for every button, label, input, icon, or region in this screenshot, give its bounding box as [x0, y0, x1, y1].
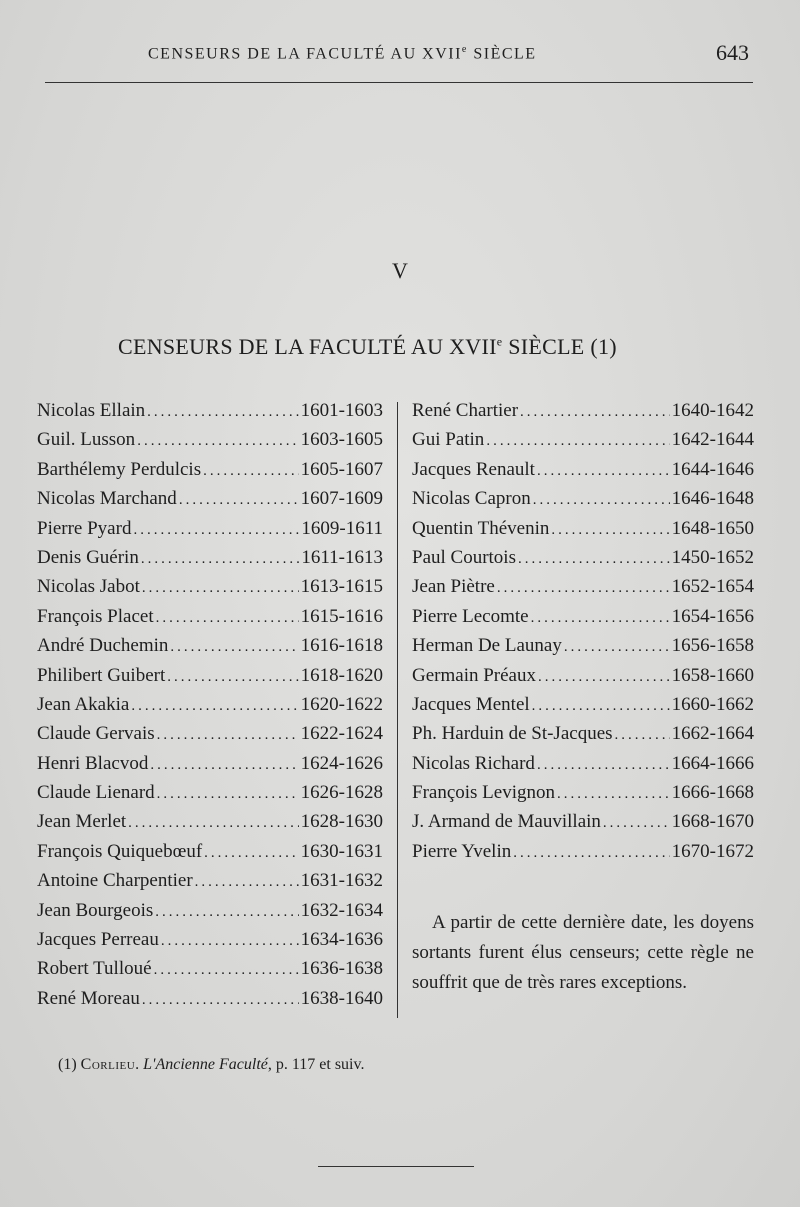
censor-row	[37, 988, 383, 1017]
censor-name: René Chartier	[412, 400, 519, 421]
censor-name: Claude Lienard	[37, 782, 155, 804]
censor-row	[37, 811, 383, 840]
censor-name: Jean Akakia	[37, 693, 130, 715]
censor-years: 1618-1620	[300, 664, 383, 686]
dot-leader	[195, 874, 299, 891]
censor-years: 1605-1607	[300, 458, 383, 480]
censor-row	[37, 665, 383, 694]
running-title-text: CENSEURS DE LA FACULTÉ AU XVII	[148, 45, 462, 63]
censor-name: Jean Bourgeois	[37, 899, 154, 921]
censor-name: Jacques Mentel	[412, 693, 530, 715]
censor-row	[37, 782, 383, 811]
dot-leader	[603, 815, 670, 832]
censor-row	[37, 400, 383, 429]
dot-leader	[128, 815, 299, 832]
censor-row	[412, 694, 754, 723]
footnote-author: Corlieu	[80, 1056, 136, 1073]
censor-years: 1609-1611	[301, 517, 383, 539]
censor-row	[412, 488, 754, 517]
dot-leader	[551, 522, 669, 539]
censor-name: Gui Patin	[412, 429, 485, 451]
censor-years: 1646-1648	[671, 488, 754, 510]
censor-years: 1624-1626	[300, 752, 383, 774]
censor-row	[412, 665, 754, 694]
censor-name: Henri Blacvod	[37, 752, 149, 774]
censor-row	[37, 606, 383, 635]
dot-leader	[497, 580, 670, 597]
dot-leader	[204, 845, 299, 862]
censor-name: Herman De Launay	[412, 635, 562, 657]
closing-note: A partir de cette dernière date, les doyens sortants furent élus censeurs; cette règle ne souffrit que de très rares exceptions.	[412, 912, 754, 993]
censor-years: 1630-1631	[300, 840, 383, 862]
dot-leader	[170, 639, 298, 656]
dot-leader	[155, 904, 298, 921]
censor-row	[37, 576, 383, 605]
censor-row	[412, 518, 754, 547]
censor-row	[412, 400, 754, 429]
censor-name: Nicolas Richard	[412, 752, 535, 774]
dot-leader	[157, 727, 299, 744]
censor-name: Paul Courtois	[412, 546, 516, 568]
censor-name: Nicolas Capron	[412, 488, 531, 510]
censor-years: 1640-1642	[671, 400, 754, 421]
section-title-end: SIÈCLE (1)	[502, 334, 617, 359]
censor-years: 1652-1654	[671, 576, 754, 598]
censor-row	[412, 459, 754, 488]
censor-years: 1622-1624	[300, 723, 383, 745]
censor-row	[412, 811, 754, 840]
censor-row	[412, 841, 754, 870]
censor-row	[37, 459, 383, 488]
censor-row	[37, 488, 383, 517]
censor-name: Jacques Renault	[412, 458, 535, 480]
censor-row	[37, 429, 383, 458]
censor-years: 1662-1664	[671, 723, 754, 745]
censor-row	[412, 576, 754, 605]
censor-name: Germain Préaux	[412, 664, 536, 686]
dot-leader	[537, 757, 670, 774]
section-title-superscript: e	[496, 334, 503, 349]
dot-leader	[531, 610, 670, 627]
censor-years: 1634-1636	[300, 929, 383, 951]
dot-leader	[167, 669, 298, 686]
censor-name: Jacques Perreau	[37, 929, 159, 951]
censor-name: François Quiquebœuf	[37, 840, 203, 862]
censor-name: André Duchemin	[37, 635, 169, 657]
header-rule	[45, 82, 753, 83]
censor-years: 1638-1640	[300, 987, 383, 1009]
censor-row	[37, 870, 383, 899]
dot-leader	[131, 698, 298, 715]
censor-years: 1632-1634	[300, 899, 383, 921]
censor-row	[37, 841, 383, 870]
censor-name: Robert Tulloué	[37, 958, 152, 980]
footnote-marker: (1)	[58, 1056, 81, 1073]
censor-years: 1603-1605	[300, 429, 383, 451]
censor-years: 1660-1662	[671, 693, 754, 715]
dot-leader	[564, 639, 670, 656]
censor-name: Quentin Thévenin	[412, 517, 550, 539]
censor-name: Philibert Guibert	[37, 664, 166, 686]
censor-name: J. Armand de Mauvillain	[412, 811, 601, 833]
dot-leader	[518, 551, 670, 568]
dot-leader	[513, 845, 669, 862]
dot-leader	[137, 433, 298, 450]
censor-years: 1642-1644	[671, 429, 754, 451]
censor-years: 1648-1650	[671, 517, 754, 539]
running-head	[0, 42, 800, 72]
censor-name: Pierre Lecomte	[412, 605, 529, 627]
censor-years: 1607-1609	[300, 488, 383, 510]
footnote-work-title: L'Ancienne Faculté	[143, 1056, 268, 1073]
censor-name: Nicolas Ellain	[37, 400, 146, 421]
censor-name: Antoine Charpentier	[37, 870, 193, 892]
censor-years: 1620-1622	[300, 693, 383, 715]
dot-leader	[203, 463, 299, 480]
censor-years: 1601-1603	[300, 400, 383, 421]
dot-leader	[533, 492, 670, 509]
footnote	[58, 1056, 364, 1074]
censor-years: 1668-1670	[671, 811, 754, 833]
dot-leader	[142, 580, 299, 597]
running-title	[148, 44, 537, 63]
censor-years: 1611-1613	[301, 546, 383, 568]
censor-name: Barthélemy Perdulcis	[37, 458, 202, 480]
footnote-separator: .	[135, 1056, 144, 1073]
censor-row	[37, 929, 383, 958]
censor-years: 1658-1660	[671, 664, 754, 686]
censor-name: Pierre Yvelin	[412, 840, 512, 862]
censor-row	[37, 547, 383, 576]
censor-list-right	[412, 400, 754, 870]
censor-name: Nicolas Marchand	[37, 488, 177, 510]
censor-row	[37, 635, 383, 664]
censor-years: 1664-1666	[671, 752, 754, 774]
censor-years: 1450-1652	[671, 546, 754, 568]
censor-years: 1628-1630	[300, 811, 383, 833]
dot-leader	[486, 433, 669, 450]
censor-years: 1644-1646	[671, 458, 754, 480]
censor-row	[37, 518, 383, 547]
censor-row	[412, 635, 754, 664]
censor-years: 1613-1615	[300, 576, 383, 598]
censor-years: 1656-1658	[671, 635, 754, 657]
censor-years: 1636-1638	[300, 958, 383, 980]
dot-leader	[520, 404, 670, 421]
censor-name: Jean Piètre	[412, 576, 495, 598]
censor-name: Guil. Lusson	[37, 429, 136, 451]
censor-row	[412, 429, 754, 458]
censor-row	[412, 547, 754, 576]
censor-name: François Placet	[37, 605, 154, 627]
dot-leader	[538, 669, 670, 686]
bottom-rule	[318, 1166, 474, 1167]
dot-leader	[147, 404, 299, 421]
censor-row	[37, 694, 383, 723]
censor-name: François Levignon	[412, 782, 556, 804]
censor-row	[412, 753, 754, 782]
censor-row	[37, 958, 383, 987]
page-number: 643	[716, 40, 749, 65]
censor-name: Nicolas Jabot	[37, 576, 140, 598]
footnote-reference: , p. 117 et suiv.	[267, 1056, 365, 1073]
censor-name: Jean Merlet	[37, 811, 127, 833]
censor-list-left	[37, 400, 383, 1017]
censor-years: 1666-1668	[671, 782, 754, 804]
censor-years: 1670-1672	[671, 840, 754, 862]
censor-years: 1626-1628	[300, 782, 383, 804]
censor-years: 1654-1656	[671, 605, 754, 627]
censor-name: René Moreau	[37, 987, 140, 1009]
censor-name: Pierre Pyard	[37, 517, 132, 539]
censor-years: 1616-1618	[300, 635, 383, 657]
censor-row	[412, 782, 754, 811]
censor-name: Denis Guérin	[37, 546, 139, 568]
column-divider	[397, 402, 398, 1018]
dot-leader	[133, 522, 299, 539]
dot-leader	[557, 786, 670, 803]
dot-leader	[157, 786, 299, 803]
censor-row	[412, 723, 754, 752]
dot-leader	[161, 933, 299, 950]
censor-row	[37, 753, 383, 782]
dot-leader	[141, 551, 300, 568]
dot-leader	[156, 610, 299, 627]
censor-years: 1631-1632	[300, 870, 383, 892]
censor-name: Ph. Harduin de St-Jacques	[412, 723, 613, 745]
dot-leader	[154, 962, 299, 979]
censor-row	[37, 723, 383, 752]
running-title-superscript: e	[461, 44, 468, 55]
censor-row	[37, 900, 383, 929]
section-title-text: CENSEURS DE LA FACULTÉ AU XVII	[118, 334, 497, 359]
censor-row	[412, 606, 754, 635]
dot-leader	[150, 757, 298, 774]
censor-name: Claude Gervais	[37, 723, 155, 745]
running-title-end: SIÈCLE	[467, 45, 537, 63]
dot-leader	[179, 492, 299, 509]
dot-leader	[142, 992, 299, 1009]
section-title	[118, 334, 617, 360]
dot-leader	[537, 463, 670, 480]
dot-leader	[532, 698, 670, 715]
dot-leader	[615, 727, 670, 744]
section-numeral: V	[392, 258, 408, 283]
censor-years: 1615-1616	[300, 605, 383, 627]
